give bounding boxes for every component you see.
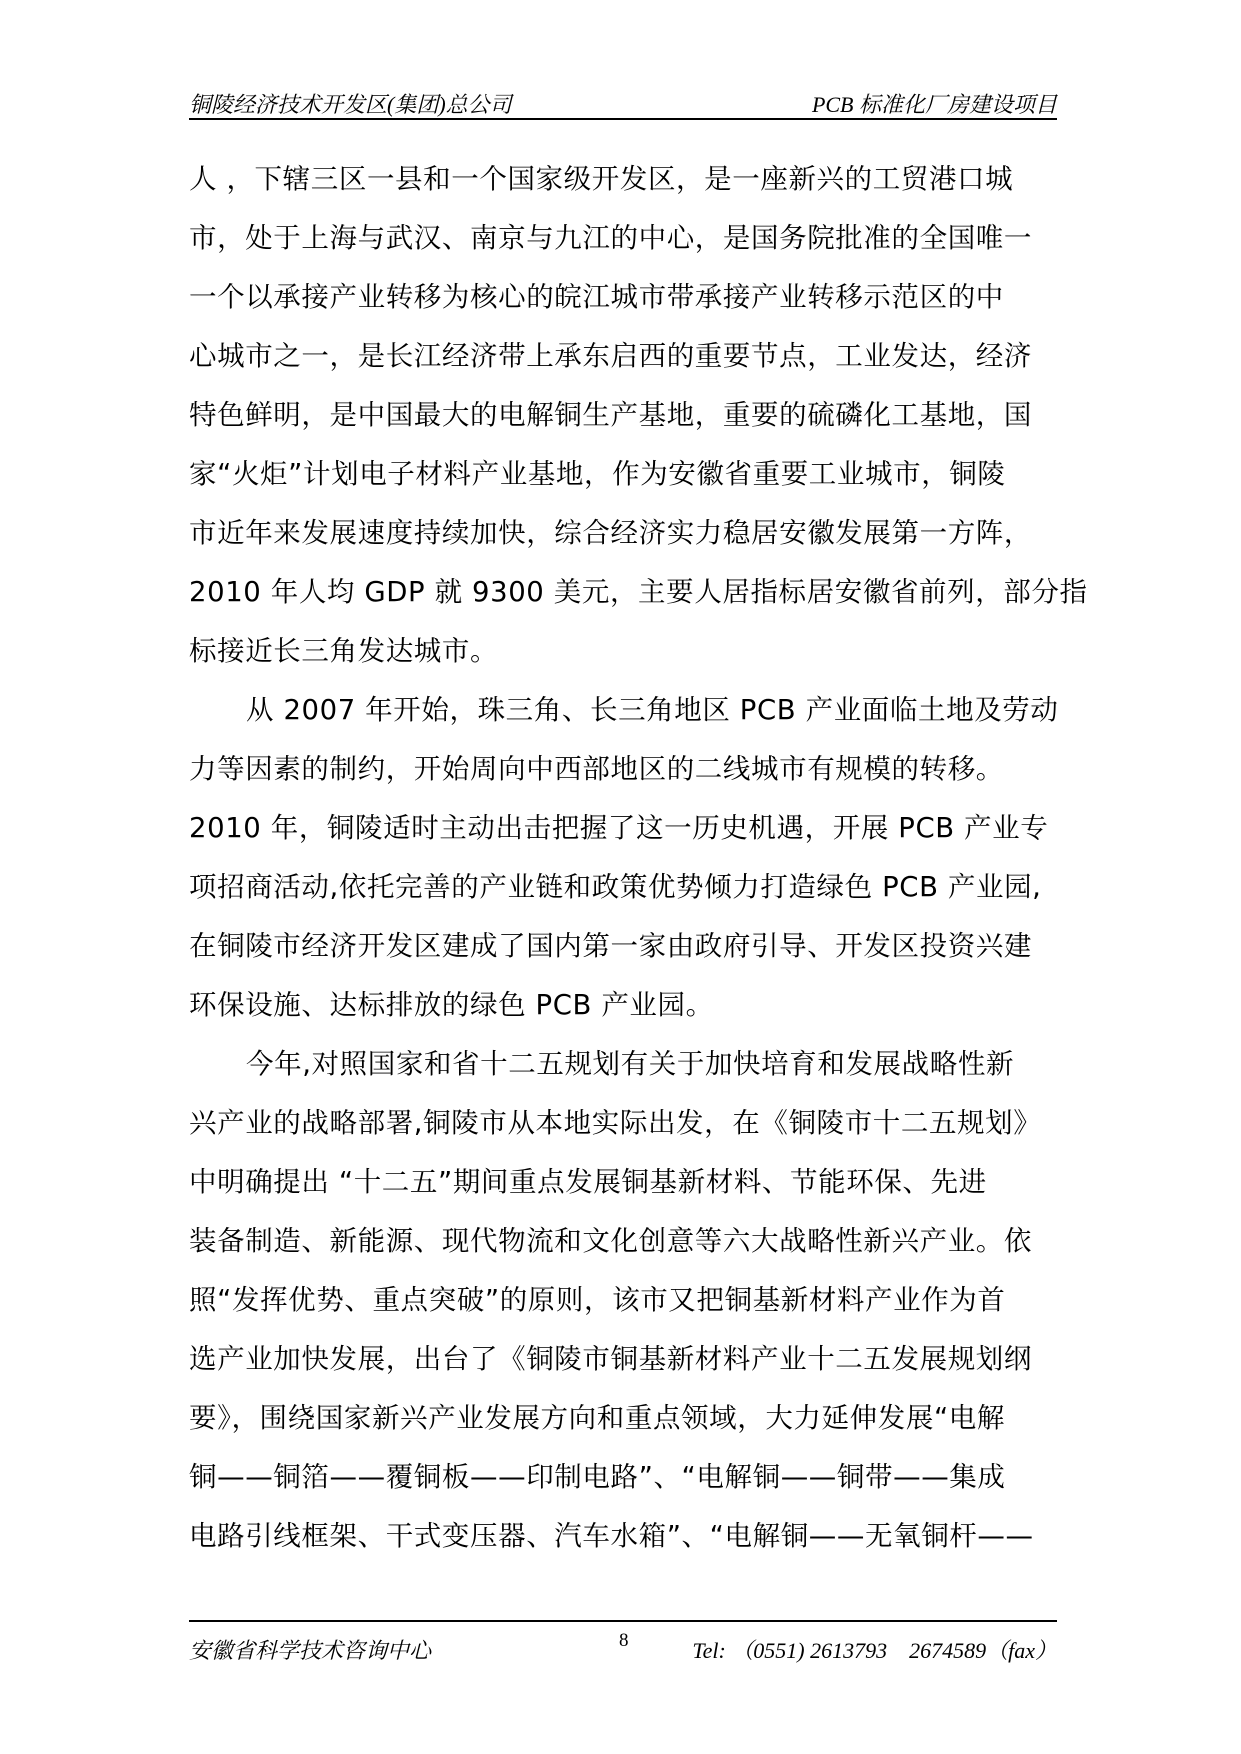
body-text — [189, 150, 1088, 1566]
page-footer — [189, 1620, 1057, 1670]
text-line: 选产业加快发展，出台了《铜陵市铜基新材料产业十二五发展规划纲 — [189, 1343, 1032, 1375]
text-line: 特色鲜明，是中国最大的电解铜生产基地，重要的硫磷化工基地，国 — [189, 399, 1032, 431]
text-line: 要》，围绕国家新兴产业发展方向和重点领域，大力延伸发展“电解 — [189, 1402, 1005, 1434]
text-line: 电路引线框架、干式变压器、汽车水箱”、“电解铜——无氧铜杆—— — [189, 1520, 1034, 1552]
text-line: 市，处于上海与武汉、南京与九江的中心，是国务院批准的全国唯一 — [189, 222, 1032, 254]
text-line: 2010 年人均 GDP 就 9300 美元，主要人居指标居安徽省前列，部分指 — [189, 576, 1088, 608]
footer-rule — [189, 1620, 1057, 1622]
text-line: 2010 年，铜陵适时主动出击把握了这一历史机遇，开展 PCB 产业专 — [189, 812, 1049, 844]
page-number: 8 — [619, 1630, 629, 1651]
paragraph-start-line: 从 2007 年开始，珠三角、长三角地区 PCB 产业面临土地及劳动 — [246, 694, 1059, 726]
header-rule — [189, 118, 1057, 120]
header-company: 铜陵经济技术开发区(集团)总公司 — [189, 92, 512, 117]
text-line: 人 ，下辖三区一县和一个国家级开发区，是一座新兴的工贸港口城 — [189, 163, 1014, 195]
text-line: 照“发挥优势、重点突破”的原则，该市又把铜基新材料产业作为首 — [189, 1284, 1006, 1316]
text-line: 在铜陵市经济开发区建成了国内第一家由政府引导、开发区投资兴建 — [189, 930, 1032, 962]
text-line: 环保设施、达标排放的绿色 PCB 产业园。 — [189, 989, 714, 1021]
text-line: 中明确提出 “十二五”期间重点发展铜基新材料、节能环保、先进 — [189, 1166, 987, 1198]
text-line: 铜——铜箔——覆铜板——印制电路”、“电解铜——铜带——集成 — [189, 1461, 1006, 1493]
footer-organization: 安徽省科学技术咨询中心 — [189, 1638, 432, 1663]
paragraph-start-line: 今年,对照国家和省十二五规划有关于加快培育和发展战略性新 — [246, 1048, 1015, 1080]
text-line: 力等因素的制约，开始周向中西部地区的二线城市有规模的转移。 — [189, 753, 1004, 785]
text-line: 兴产业的战略部署,铜陵市从本地实际出发，在《铜陵市十二五规划》 — [189, 1107, 1042, 1139]
header-project: PCB 标准化厂房建设项目 — [811, 92, 1057, 117]
text-line: 心城市之一，是长江经济带上承东启西的重要节点，工业发达，经济 — [189, 340, 1032, 372]
text-line: 项招商活动,依托完善的产业链和政策优势倾力打造绿色 PCB 产业园, — [189, 871, 1042, 903]
text-line: 标接近长三角发达城市。 — [189, 635, 499, 667]
text-line: 市近年来发展速度持续加快，综合经济实力稳居安徽发展第一方阵， — [189, 517, 1032, 549]
text-line: 装备制造、新能源、现代物流和文化创意等六大战略性新兴产业。依 — [189, 1225, 1032, 1257]
text-line: 家“火炬”计划电子材料产业基地，作为安徽省重要工业城市，铜陵 — [189, 458, 1006, 490]
footer-phone: Tel: （0551) 2613793 2674589（fax） — [692, 1638, 1057, 1663]
page-header — [189, 80, 1057, 120]
text-line: 一个以承接产业转移为核心的皖江城市带承接产业转移示范区的中 — [189, 281, 1004, 313]
